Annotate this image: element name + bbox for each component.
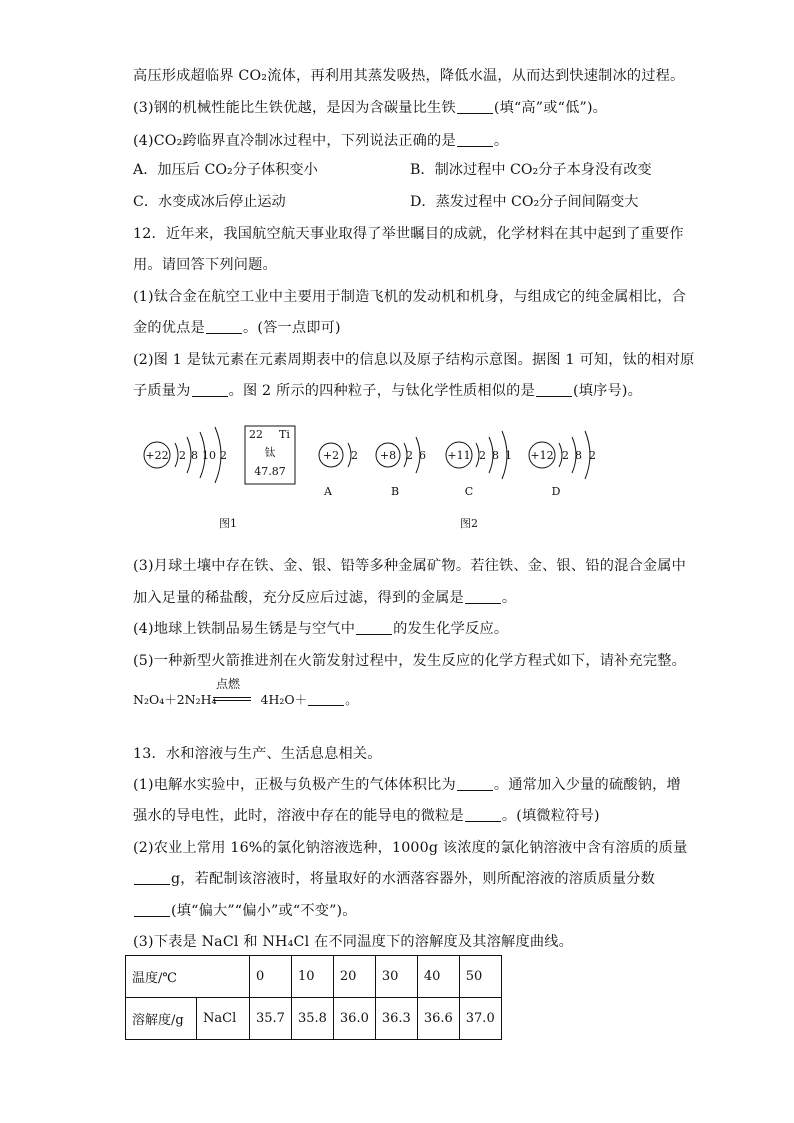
particle-a-label: A xyxy=(324,485,332,498)
question-12-3: (3)月球土壤中存在铁、金、银、铅等多种金属矿物。若往铁、金、银、铅的混合金属中 xyxy=(133,558,687,574)
particle-b-shell-2: 6 xyxy=(419,449,426,462)
particle-d-label: D xyxy=(551,485,561,498)
q12a-tail: 。(答一点即可) xyxy=(242,320,341,336)
q13a2-text: 强水的导电性，此时，溶液中存在的能导电的微粒是 xyxy=(133,808,464,824)
figure-1-caption: 图1 xyxy=(219,517,237,530)
particle-c-shell-3: 1 xyxy=(505,449,512,462)
q12d-text: (4)地球上铁制品易生锈是与空气中 xyxy=(133,621,356,637)
answer-blank[interactable] xyxy=(134,870,170,885)
table-cell: 35.8 xyxy=(291,998,333,1040)
question-12-4 xyxy=(133,619,508,639)
ti-nucleus: +22 xyxy=(145,449,169,462)
table-header-cell: 10 xyxy=(291,956,333,998)
particle-b-nucleus: +8 xyxy=(379,449,397,462)
table-header-cell: 50 xyxy=(459,956,501,998)
equation-bar xyxy=(213,697,251,698)
question-12-stem-2: 用。请回答下列问题。 xyxy=(133,257,277,273)
particle-c-shell-1: 2 xyxy=(479,449,486,462)
table-header-cell: 20 xyxy=(333,956,375,998)
answer-blank[interactable] xyxy=(536,382,572,397)
question-13-2: (2)农业上常用 16%的氯化钠溶液选种，1000g 该浓度的氯化钠溶液中含有溶质的质量 xyxy=(133,840,688,856)
particle-b-label: B xyxy=(390,485,400,498)
equation-condition: 点燃 xyxy=(216,677,241,691)
table-cell: 36.0 xyxy=(333,998,375,1040)
equation-end: 。 xyxy=(345,692,358,707)
answer-blank[interactable] xyxy=(356,620,392,635)
chemical-equation xyxy=(133,677,358,708)
table-header-cell: 30 xyxy=(375,956,417,998)
equation-left: N₂O₄＋2N₂H₄ xyxy=(133,692,217,707)
question-12-3-cont xyxy=(133,588,516,608)
answer-blank[interactable] xyxy=(457,132,493,147)
table-cell: 35.7 xyxy=(250,998,292,1040)
ti-atom-diagram xyxy=(144,427,227,483)
particle-d-shell-1: 2 xyxy=(562,449,569,462)
q13a2-tail: 。(填微粒符号) xyxy=(501,808,600,824)
table-header-cell: 温度/℃ xyxy=(126,956,250,998)
ti-shell-2: 8 xyxy=(191,449,198,462)
q13a-tail: 。通常加入少量的硫酸钠，增 xyxy=(493,777,681,793)
q12d-tail: 的发生化学反应。 xyxy=(393,621,509,637)
equation-bar xyxy=(213,700,251,701)
table-row-subhead: NaCl xyxy=(197,998,250,1040)
table-cell: 36.3 xyxy=(375,998,417,1040)
particle-a-nucleus: +2 xyxy=(322,449,340,462)
answer-blank[interactable] xyxy=(308,691,344,706)
answer-blank[interactable] xyxy=(465,807,501,822)
q13b2-tail: g，若配制该溶液时，将量取好的水洒落容器外，则所配溶液的溶质质量分数 xyxy=(171,871,656,887)
particle-b xyxy=(376,437,426,498)
table-row xyxy=(126,956,502,998)
text-line: 高压形成超临界 CO₂流体，再利用其蒸发吸热，降低水温，从而达到快速制冰的过程。 xyxy=(133,68,685,84)
equation-right: 4H₂O＋ xyxy=(260,692,308,707)
question-13-1-cont xyxy=(133,806,600,826)
q12b-tail: (填序号)。 xyxy=(572,383,642,399)
answer-blank[interactable] xyxy=(206,319,242,334)
particle-b-shell-1: 2 xyxy=(406,449,413,462)
question-13-2-cont xyxy=(133,869,655,889)
particle-a xyxy=(319,443,358,498)
ti-shell-1: 2 xyxy=(179,449,186,462)
question-12-2-cont xyxy=(133,381,642,401)
question-12-2: (2)图 1 是钛元素在元素周期表中的信息以及原子结构示意图。据图 1 可知，钛的相对原 xyxy=(133,352,695,368)
element-name: 钛 xyxy=(264,446,276,459)
question-13-stem: 13．水和溶液与生产、生活息息相关。 xyxy=(133,746,382,762)
table-cell: 36.6 xyxy=(417,998,459,1040)
question-13-3: (3)下表是 NaCl 和 NH₄Cl 在不同温度下的溶解度及其溶解度曲线。 xyxy=(133,934,573,950)
figure-2-caption: 图2 xyxy=(460,517,478,530)
answer-blank[interactable] xyxy=(457,776,493,791)
answer-blank[interactable] xyxy=(465,589,501,604)
question-13-2-cont2 xyxy=(133,901,357,921)
q12b-text: 子质量为 xyxy=(133,383,191,399)
q13b3-tail: (填“偏大”“偏小”或“不变”)。 xyxy=(171,903,357,919)
question-12-1-cont xyxy=(133,318,341,338)
q12c-text: 加入足量的稀盐酸，充分反应后过滤，得到的金属是 xyxy=(133,590,464,606)
table-cell: 37.0 xyxy=(459,998,501,1040)
particle-c-label: C xyxy=(464,485,474,498)
particle-a-shell-1: 2 xyxy=(351,449,358,462)
table-row-head: 溶解度/g xyxy=(126,998,197,1040)
element-symbol: Ti xyxy=(279,428,290,441)
q12a-text: 金的优点是 xyxy=(133,320,205,336)
element-card xyxy=(245,426,295,484)
question-4 xyxy=(133,131,508,151)
element-number: 22 xyxy=(249,428,263,441)
answer-blank[interactable] xyxy=(457,99,493,114)
element-mass: 47.87 xyxy=(254,465,286,478)
table-header-cell: 40 xyxy=(417,956,459,998)
question-12-5: (5)一种新型火箭推进剂在火箭发射过程中，发生反应的化学方程式如下，请补充完整。 xyxy=(133,653,687,669)
ti-shell-3: 10 xyxy=(202,449,216,462)
question-3 xyxy=(133,98,607,118)
q3-text: (3)钢的机械性能比生铁优越，是因为含碳量比生铁 xyxy=(133,100,456,116)
option-c[interactable]: C．水变成冰后停止运动 xyxy=(133,194,286,210)
particle-d-shell-3: 2 xyxy=(589,449,596,462)
option-a[interactable]: A．加压后 CO₂分子体积变小 xyxy=(133,162,318,178)
answer-blank[interactable] xyxy=(134,902,170,917)
question-13-1 xyxy=(133,775,681,795)
answer-blank[interactable] xyxy=(192,382,228,397)
q4-tail: 。 xyxy=(493,133,509,149)
table-header-cell: 0 xyxy=(250,956,292,998)
q4-text: (4)CO₂跨临界直冷制冰过程中，下列说法正确的是 xyxy=(133,133,456,149)
particle-d-shell-2: 8 xyxy=(575,449,582,462)
question-12-stem: 12．近年来，我国航空航天事业取得了举世瞩目的成就，化学材料在其中起到了重要作 xyxy=(133,226,684,242)
option-b[interactable]: B．制冰过程中 CO₂分子本身没有改变 xyxy=(410,162,652,178)
solubility-table xyxy=(125,955,502,1040)
q3-tail: (填“高”或“低”)。 xyxy=(493,100,608,116)
particle-c-shell-2: 8 xyxy=(492,449,499,462)
q13a-text: (1)电解水实验中，正极与负极产生的气体体积比为 xyxy=(133,777,456,793)
ti-shell-4: 2 xyxy=(220,449,227,462)
particle-c xyxy=(446,431,512,498)
option-d[interactable]: D．蒸发过程中 CO₂分子间间隔变大 xyxy=(410,194,639,210)
atomic-structure-figure xyxy=(133,420,653,540)
q12b-mid: 。图 2 所示的四种粒子，与钛化学性质相似的是 xyxy=(228,383,535,399)
particle-c-nucleus: +11 xyxy=(447,449,471,462)
q12c-tail: 。 xyxy=(501,590,517,606)
particle-d xyxy=(529,431,596,498)
particle-d-nucleus: +12 xyxy=(530,449,554,462)
question-12-1: (1)钛合金在航空工业中主要用于制造飞机的发动机和机身，与组成它的纯金属相比，合 xyxy=(133,289,687,305)
table-row xyxy=(126,998,502,1040)
